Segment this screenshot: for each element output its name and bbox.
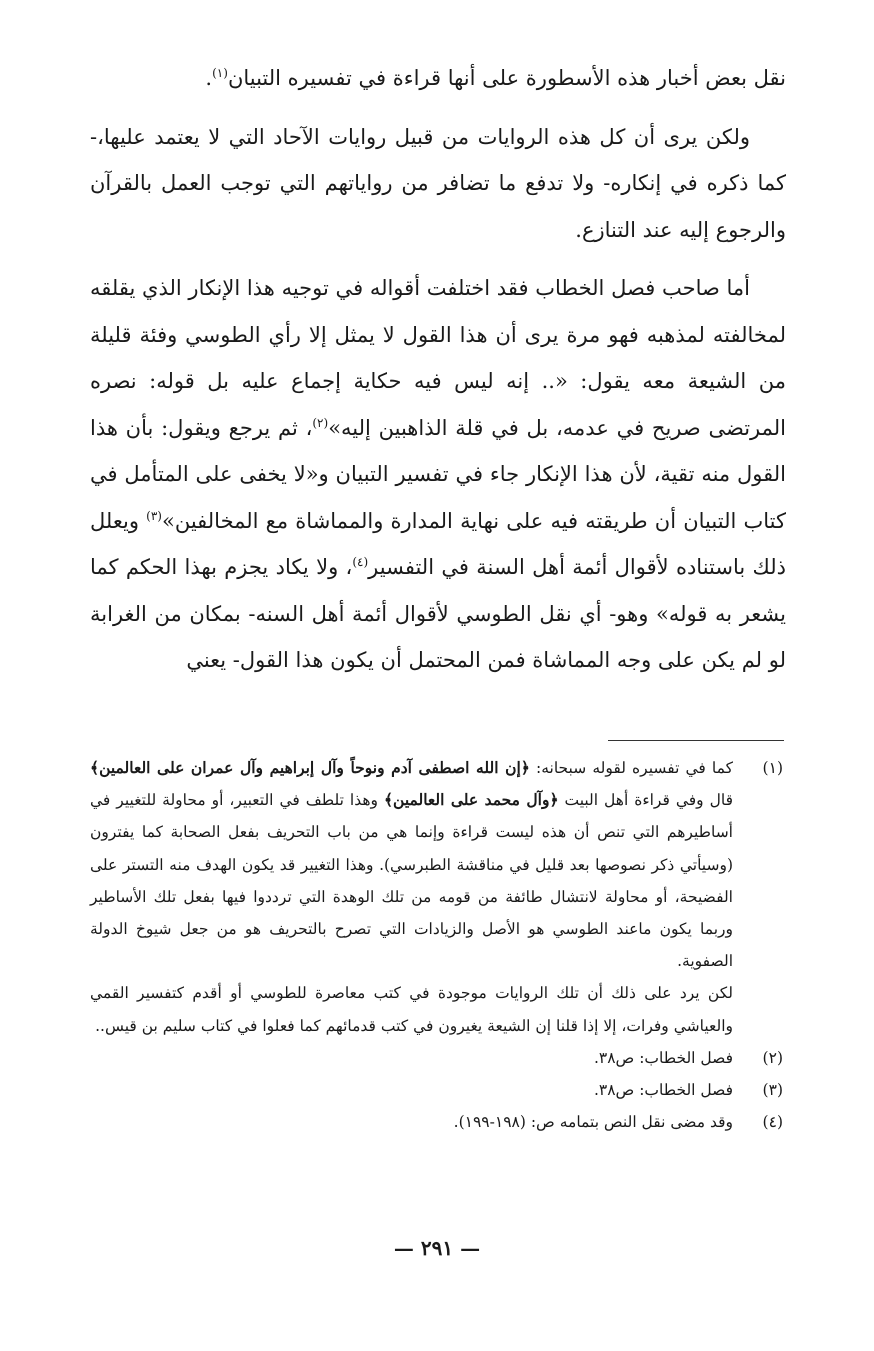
footnote-ref-2[interactable]: (٢): [312, 415, 329, 430]
footnote-text: [90, 752, 733, 977]
footnotes: [90, 752, 787, 1138]
footnote-1-e: وهذا تلطف في التعبير، أو محاولة للتغيير في أساطيرهم التي تنص أن هذه ليست قراءة وإنما هي من باب التحريف بفعل الصحابة كما يفترون (وسيأتي ذكر نصوصها بعد قليل في مناقشة الطبرسي). وهذا التغيير قد يكون الهدف منه التستر على الفضيحة، أو محاولة لانتشال طائفة من قومه من تلك الوهدة التي ترددوا فيها بفعل تلك الأساطير وربما يكون ماعند الطوسي هو الأصل والزيادات التي تصرح بالتحريف هو من جعل شيوخ الدولة الصفوية.: [90, 791, 733, 971]
footnote-text: وقد مضى نقل النص بتمامه ص: (١٩٨-١٩٩).: [453, 1113, 733, 1132]
paragraph-1: [90, 55, 786, 102]
footnote-ref-1[interactable]: (١): [212, 66, 228, 80]
quran-verse-2: ﴿وآل محمد على العالمين﴾: [383, 790, 559, 810]
footnote-1-continuation-text: لكن يرد على ذلك أن تلك الروايات موجودة في كتب معاصرة للطوسي أو أقدم كتفسير القمي والعياشي وفرات، إلا إذا قلنا إن الشيعة يغيرون في كتب قدمائهم كما فعلوا في كتاب سليم بن قيس..: [90, 984, 733, 1035]
footnote-divider: [608, 740, 784, 741]
paragraph-3-part-2: ، ثم يرجع ويقول: بأن هذا القول منه تقية، لأن هذا الإنكار جاء في تفسير التبيان و«لا يخفى على المتأمل في كتاب التبيان أن طريقته فيه على نهاية المدارة والمماشاة مع المخالفين»: [90, 415, 786, 533]
paragraph-1-text: نقل بعض أخبار هذه الأسطورة على أنها قراءة في تفسيره التبيان: [227, 66, 786, 90]
paragraph-3-part-4: ، ولا يكاد يجزم بهذا الحكم كما يشعر به قوله» وهو- أي نقل الطوسي لأقوال أئمة أهل السنه- بمكان من الغرابة لو لم يكن على وجه المماشاة فمن المحتمل أن يكون هذا القول- يعني: [90, 555, 786, 672]
footnote-text: فصل الخطاب: ص٣٨.: [593, 1048, 733, 1067]
footnote-ref-4[interactable]: (٤): [352, 555, 369, 569]
main-text: [90, 55, 786, 696]
footnote-3: [90, 1074, 787, 1106]
footnote-number: (٤): [762, 1113, 783, 1132]
footnote-number: (٣): [762, 1081, 783, 1100]
footnote-1-continuation: [90, 977, 787, 1041]
footnote-1-a: كما في تفسيره لقوله سبحانه:: [529, 759, 733, 777]
paragraph-3-part-3: ويعلل ذلك باستناده لأقوال أئمة أهل السنة في التفسير: [90, 508, 786, 579]
paragraph-3: [90, 265, 786, 684]
quran-verse-1: ﴿إن الله اصطفى آدم ونوحاً وآل إبراهيم وآل عمران على العالمين﴾: [90, 758, 530, 777]
paragraph-2: [90, 114, 786, 254]
footnote-2: [90, 1042, 787, 1074]
footnote-4: [90, 1106, 787, 1138]
footnote-text: فصل الخطاب: ص٣٨.: [593, 1081, 733, 1100]
footnote-1: [90, 752, 787, 977]
page-number: — ٢٩١ —: [393, 1236, 481, 1260]
paragraph-3-part-1: أما صاحب فصل الخطاب فقد اختلفت أقواله في توجيه هذا الإنكار الذي يقلقه لمخالفته لمذهبه فهو مرة يرى أن هذا القول لا يمثل إلا رأي الطوسي وفئة قليلة من الشيعة معه يقول: «.. إنه ليس فيه حكاية إجماع عليه بل قوله: نصره المرتضى صريح في عدمه، بل في قلة الذاهبين إليه»: [90, 276, 786, 440]
paragraph-2-text: ولكن يرى أن كل هذه الروايات من قبيل روايات الآحاد التي لا يعتمد عليها،-كما ذكره في إنكاره- ولا تدفع ما تضافر من رواياتهم التي توجب العمل بالقرآن والرجوع إليه عند التنازع.: [90, 124, 786, 242]
paragraph-1-end: .: [205, 66, 213, 90]
footnote-number: (٢): [762, 1048, 783, 1067]
footnote-ref-3[interactable]: (٣): [146, 508, 162, 523]
footnote-1-c: قال وفي قراءة أهل البيت: [558, 791, 734, 810]
footnote-number: (١): [762, 759, 783, 777]
